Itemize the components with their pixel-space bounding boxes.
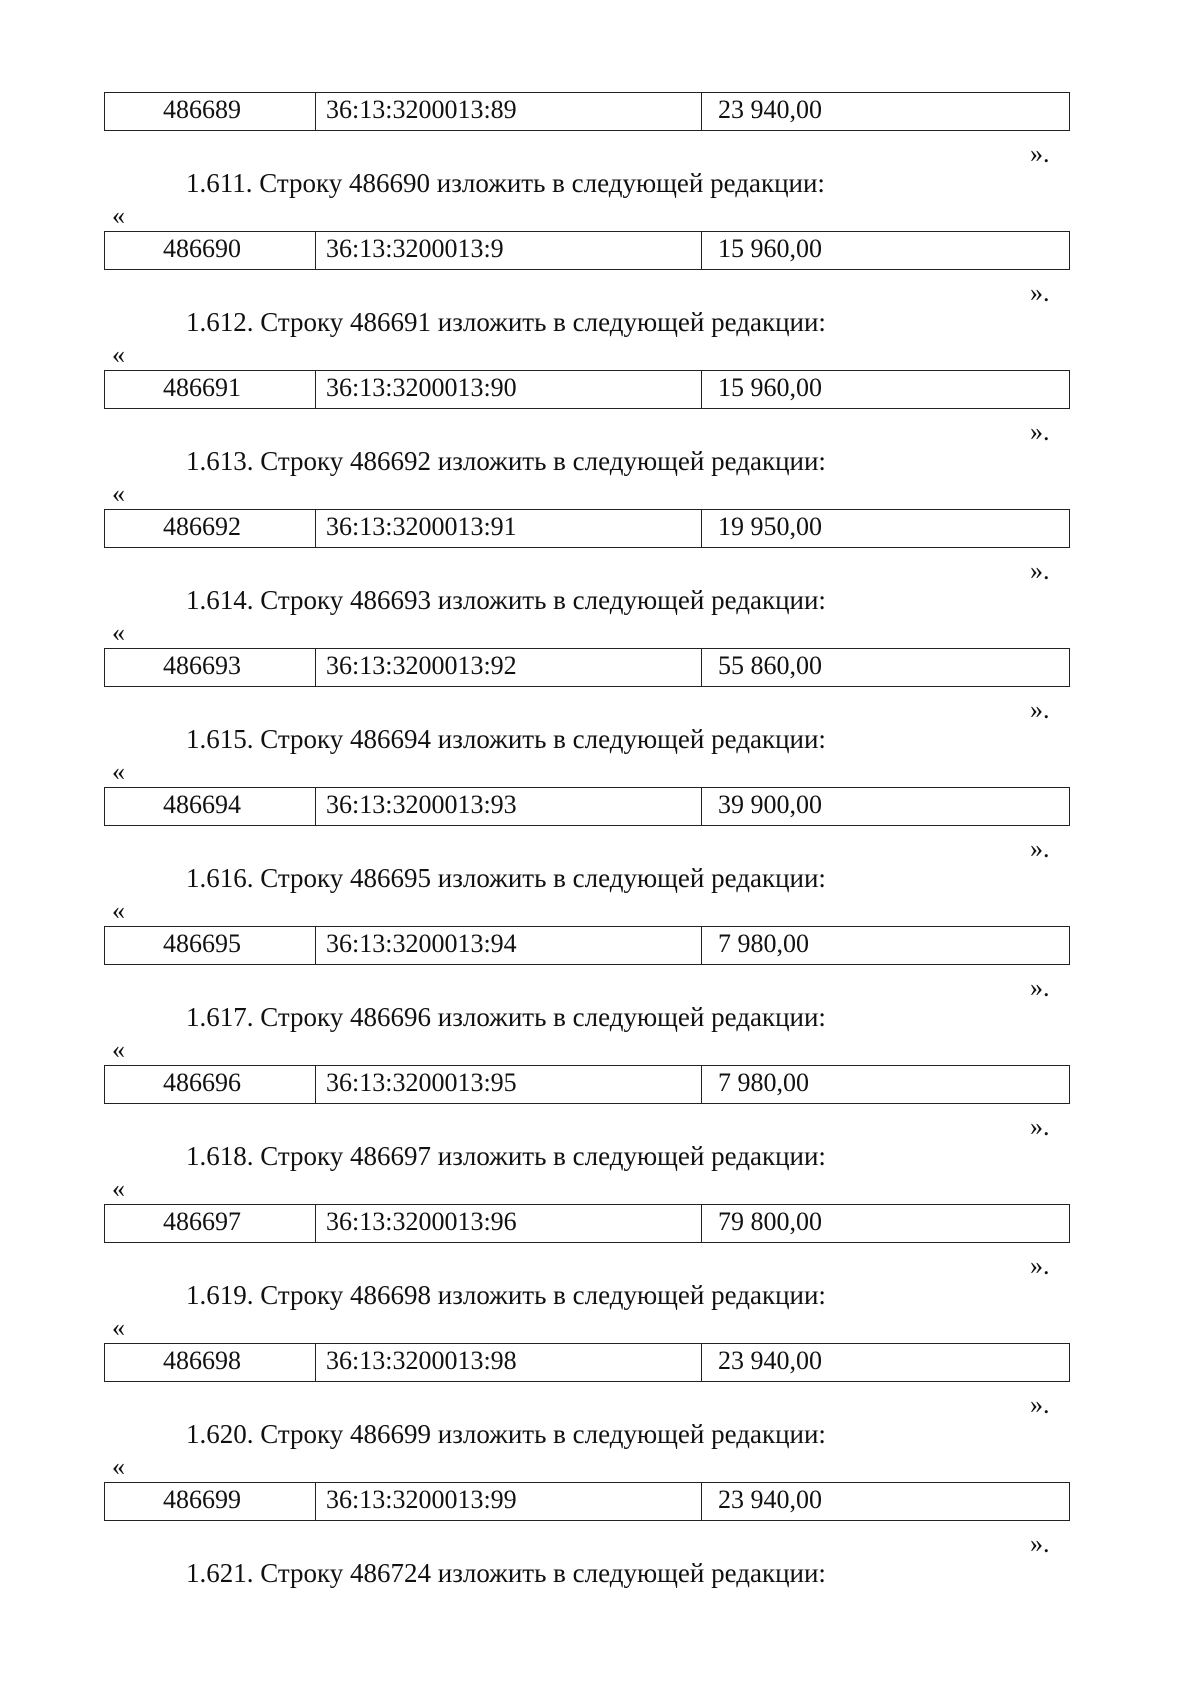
row-number: 486691 bbox=[163, 373, 241, 402]
opening-quote: « bbox=[112, 1313, 125, 1342]
closing-quote: ». bbox=[1030, 1529, 1050, 1558]
cadastral-number: 36:13:3200013:96 bbox=[315, 1205, 701, 1242]
cadastral-value: 19 950,00 bbox=[701, 510, 1069, 547]
cadastral-value: 15 960,00 bbox=[701, 232, 1069, 269]
table-row bbox=[104, 92, 1070, 131]
table-row bbox=[104, 1343, 1070, 1382]
cadastral-number: 36:13:3200013:98 bbox=[315, 1344, 701, 1381]
instruction-text: 1.617. Строку 486696 изложить в следующей редакции: bbox=[186, 1002, 826, 1032]
row-number: 486696 bbox=[163, 1068, 241, 1097]
cadastral-number: 36:13:3200013:9 bbox=[315, 232, 701, 269]
row-number: 486697 bbox=[163, 1207, 241, 1236]
cadastral-value: 79 800,00 bbox=[701, 1205, 1069, 1242]
opening-quote: « bbox=[112, 1452, 125, 1481]
opening-quote: « bbox=[112, 340, 125, 369]
opening-quote: « bbox=[112, 896, 125, 925]
table-row bbox=[104, 370, 1070, 409]
instruction-text: 1.614. Строку 486693 изложить в следующей редакции: bbox=[186, 585, 826, 615]
closing-quote: ». bbox=[1030, 278, 1050, 307]
instruction-text: 1.620. Строку 486699 изложить в следующей редакции: bbox=[186, 1419, 826, 1449]
row-number: 486693 bbox=[163, 651, 241, 680]
instruction-text: 1.613. Строку 486692 изложить в следующей редакции: bbox=[186, 446, 826, 476]
cadastral-number: 36:13:3200013:90 bbox=[315, 371, 701, 408]
row-number: 486694 bbox=[163, 790, 241, 819]
row-number: 486690 bbox=[163, 234, 241, 263]
closing-quote: ». bbox=[1030, 834, 1050, 863]
closing-quote: ». bbox=[1030, 417, 1050, 446]
closing-quote: ». bbox=[1030, 1390, 1050, 1419]
cadastral-value: 23 940,00 bbox=[701, 93, 1069, 130]
cadastral-value: 7 980,00 bbox=[701, 1066, 1069, 1103]
opening-quote: « bbox=[112, 1035, 125, 1064]
opening-quote: « bbox=[112, 757, 125, 786]
table-row bbox=[104, 648, 1070, 687]
closing-quote: ». bbox=[1030, 1251, 1050, 1280]
table-row bbox=[104, 1482, 1070, 1521]
cadastral-number: 36:13:3200013:94 bbox=[315, 927, 701, 964]
instruction-text: 1.621. Строку 486724 изложить в следующей редакции: bbox=[186, 1558, 826, 1588]
cadastral-number: 36:13:3200013:89 bbox=[315, 93, 701, 130]
instruction-text: 1.619. Строку 486698 изложить в следующей редакции: bbox=[186, 1280, 826, 1310]
table-row bbox=[104, 1204, 1070, 1243]
row-number: 486695 bbox=[163, 929, 241, 958]
cadastral-value: 7 980,00 bbox=[701, 927, 1069, 964]
cadastral-number: 36:13:3200013:91 bbox=[315, 510, 701, 547]
opening-quote: « bbox=[112, 201, 125, 230]
closing-quote: ». bbox=[1030, 139, 1050, 168]
cadastral-value: 23 940,00 bbox=[701, 1483, 1069, 1520]
cadastral-number: 36:13:3200013:92 bbox=[315, 649, 701, 686]
row-number: 486699 bbox=[163, 1485, 241, 1514]
table-row bbox=[104, 787, 1070, 826]
cadastral-value: 39 900,00 bbox=[701, 788, 1069, 825]
cadastral-number: 36:13:3200013:93 bbox=[315, 788, 701, 825]
instruction-text: 1.615. Строку 486694 изложить в следующей редакции: bbox=[186, 724, 826, 754]
instruction-text: 1.616. Строку 486695 изложить в следующей редакции: bbox=[186, 863, 826, 893]
cadastral-number: 36:13:3200013:95 bbox=[315, 1066, 701, 1103]
opening-quote: « bbox=[112, 479, 125, 508]
instruction-text: 1.618. Строку 486697 изложить в следующей редакции: bbox=[186, 1141, 826, 1171]
closing-quote: ». bbox=[1030, 695, 1050, 724]
opening-quote: « bbox=[112, 618, 125, 647]
row-number: 486692 bbox=[163, 512, 241, 541]
cadastral-value: 55 860,00 bbox=[701, 649, 1069, 686]
table-row bbox=[104, 509, 1070, 548]
row-number: 486689 bbox=[163, 95, 241, 124]
row-number: 486698 bbox=[163, 1346, 241, 1375]
instruction-text: 1.611. Строку 486690 изложить в следующей редакции: bbox=[186, 168, 825, 198]
closing-quote: ». bbox=[1030, 1112, 1050, 1141]
cadastral-value: 15 960,00 bbox=[701, 371, 1069, 408]
table-row bbox=[104, 231, 1070, 270]
cadastral-value: 23 940,00 bbox=[701, 1344, 1069, 1381]
opening-quote: « bbox=[112, 1174, 125, 1203]
table-row bbox=[104, 926, 1070, 965]
table-row bbox=[104, 1065, 1070, 1104]
closing-quote: ». bbox=[1030, 556, 1050, 585]
cadastral-number: 36:13:3200013:99 bbox=[315, 1483, 701, 1520]
instruction-text: 1.612. Строку 486691 изложить в следующей редакции: bbox=[186, 307, 826, 337]
closing-quote: ». bbox=[1030, 973, 1050, 1002]
